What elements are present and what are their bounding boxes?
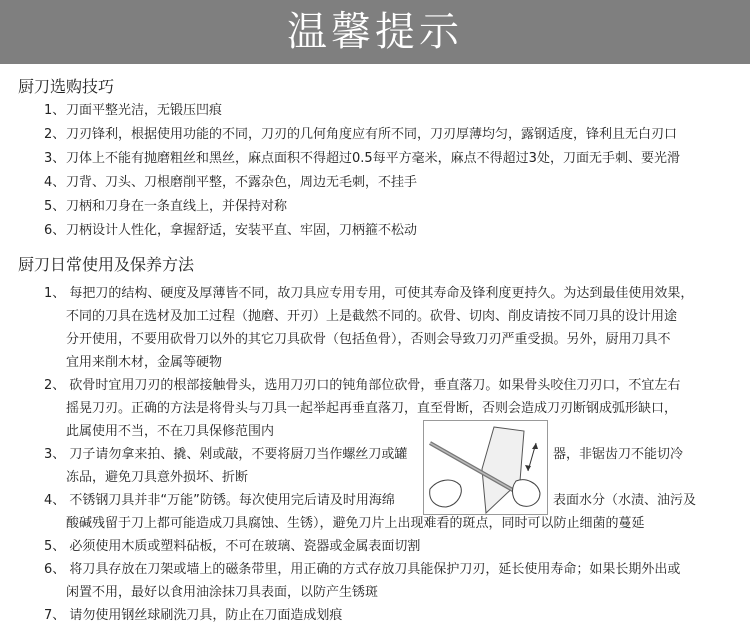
item-number: 3、 xyxy=(44,151,66,166)
care-line: 2、 砍骨时宜用刀刃的根部接触骨头，选用刀刃口的钝角部位砍骨，垂直落刀。如果骨头咬住刀刃口，不宜左右 xyxy=(44,378,681,393)
care-line: 4、 不锈钢刀具并非“万能”防锈。每次使用完后请及时用海绵 xyxy=(44,493,395,508)
item-number: 1、 xyxy=(44,103,66,118)
care-line: 宜用来削木材，金属等硬物 xyxy=(66,355,223,370)
care-line: 此属使用不当，不在刀具保修范围内 xyxy=(66,424,275,439)
list-item xyxy=(44,148,680,170)
item-number: 2、 xyxy=(44,127,66,142)
care-line: 7、 请勿使用钢丝球刷洗刀具，防止在刀面造成划痕 xyxy=(44,608,343,623)
knife-sharpening-illustration xyxy=(423,420,548,515)
item-text: 刀背、刀头、刀根磨削平整，不露杂色，周边无毛刺，不挂手 xyxy=(66,175,418,190)
care-line: 表面水分（水渍、油污及 xyxy=(553,493,697,508)
list-item xyxy=(44,196,287,218)
item-text: 刀柄和刀身在一条直线上，并保持对称 xyxy=(66,199,288,214)
care-line: 酸碱残留于刀上都可能造成刀具腐蚀、生锈），避免刀片上出现难看的斑点，同时可以防止细菌的蔓延 xyxy=(66,516,645,531)
list-item xyxy=(44,172,417,194)
care-line: 5、 必须使用木质或塑料砧板，不可在玻璃、瓷器或金属表面切割 xyxy=(44,539,421,554)
item-number: 4、 xyxy=(44,175,66,190)
care-line: 摇晃刀刃。正确的方法是将骨头与刀具一起举起再垂直落刀，直至骨断，否则会造成刀刃断钢成弧形缺口， xyxy=(66,401,678,416)
item-text: 刀柄设计人性化，拿握舒适，安装平直、牢固，刀柄箍不松动 xyxy=(66,223,418,238)
care-line: 闲置不用，最好以食用油涂抹刀具表面，以防产生锈斑 xyxy=(66,585,379,600)
item-number: 5、 xyxy=(44,199,66,214)
care-line: 分开使用，不要用砍骨刀以外的其它刀具砍骨（包括鱼骨），否则会导致刀刃严重受损。另外，厨用刀具不 xyxy=(66,332,671,347)
item-number: 6、 xyxy=(44,223,66,238)
list-item xyxy=(44,100,222,122)
care-line: 不同的刀具在选材及加工过程（抛磨、开刃）上是截然不同的。砍骨、切肉、削皮请按不同刀具的设计用途 xyxy=(66,309,678,324)
care-line: 6、 将刀具存放在刀架或墙上的磁条带里，用正确的方式存放刀具能保护刀刃，延长使用寿命；如果长期外出或 xyxy=(44,562,681,577)
item-text: 刀体上不能有抛磨粗丝和黑丝，麻点面积不得超过0.5每平方毫米，麻点不得超过3处，刀面无手刺、要光滑 xyxy=(66,151,680,166)
care-line: 器，非锯齿刀不能切冷 xyxy=(553,447,684,462)
section-heading-selection: 厨刀选购技巧 xyxy=(18,77,115,96)
item-text: 刀面平整光洁，无锻压凹痕 xyxy=(66,103,223,118)
section-heading-care: 厨刀日常使用及保养方法 xyxy=(18,255,195,274)
list-item xyxy=(44,220,417,242)
care-line: 1、 每把刀的结构、硬度及厚薄皆不同，故刀具应专用专用，可使其寿命及锋利度更持久。为达到最佳使用效果， xyxy=(44,286,694,301)
banner-title: 温馨提示 xyxy=(287,9,463,55)
care-line: 3、 刀子请勿拿来拍、撬、剁或敲，不要将厨刀当作螺丝刀或罐 xyxy=(44,447,408,462)
care-line: 冻品，避免刀具意外损坏、折断 xyxy=(66,470,249,485)
banner xyxy=(0,0,750,64)
item-text: 刀刃锋利，根据使用功能的不同，刀刃的几何角度应有所不同，刀刃厚薄均匀，露钢适度，锋利且无白刃口 xyxy=(66,127,678,142)
list-item xyxy=(44,124,677,146)
